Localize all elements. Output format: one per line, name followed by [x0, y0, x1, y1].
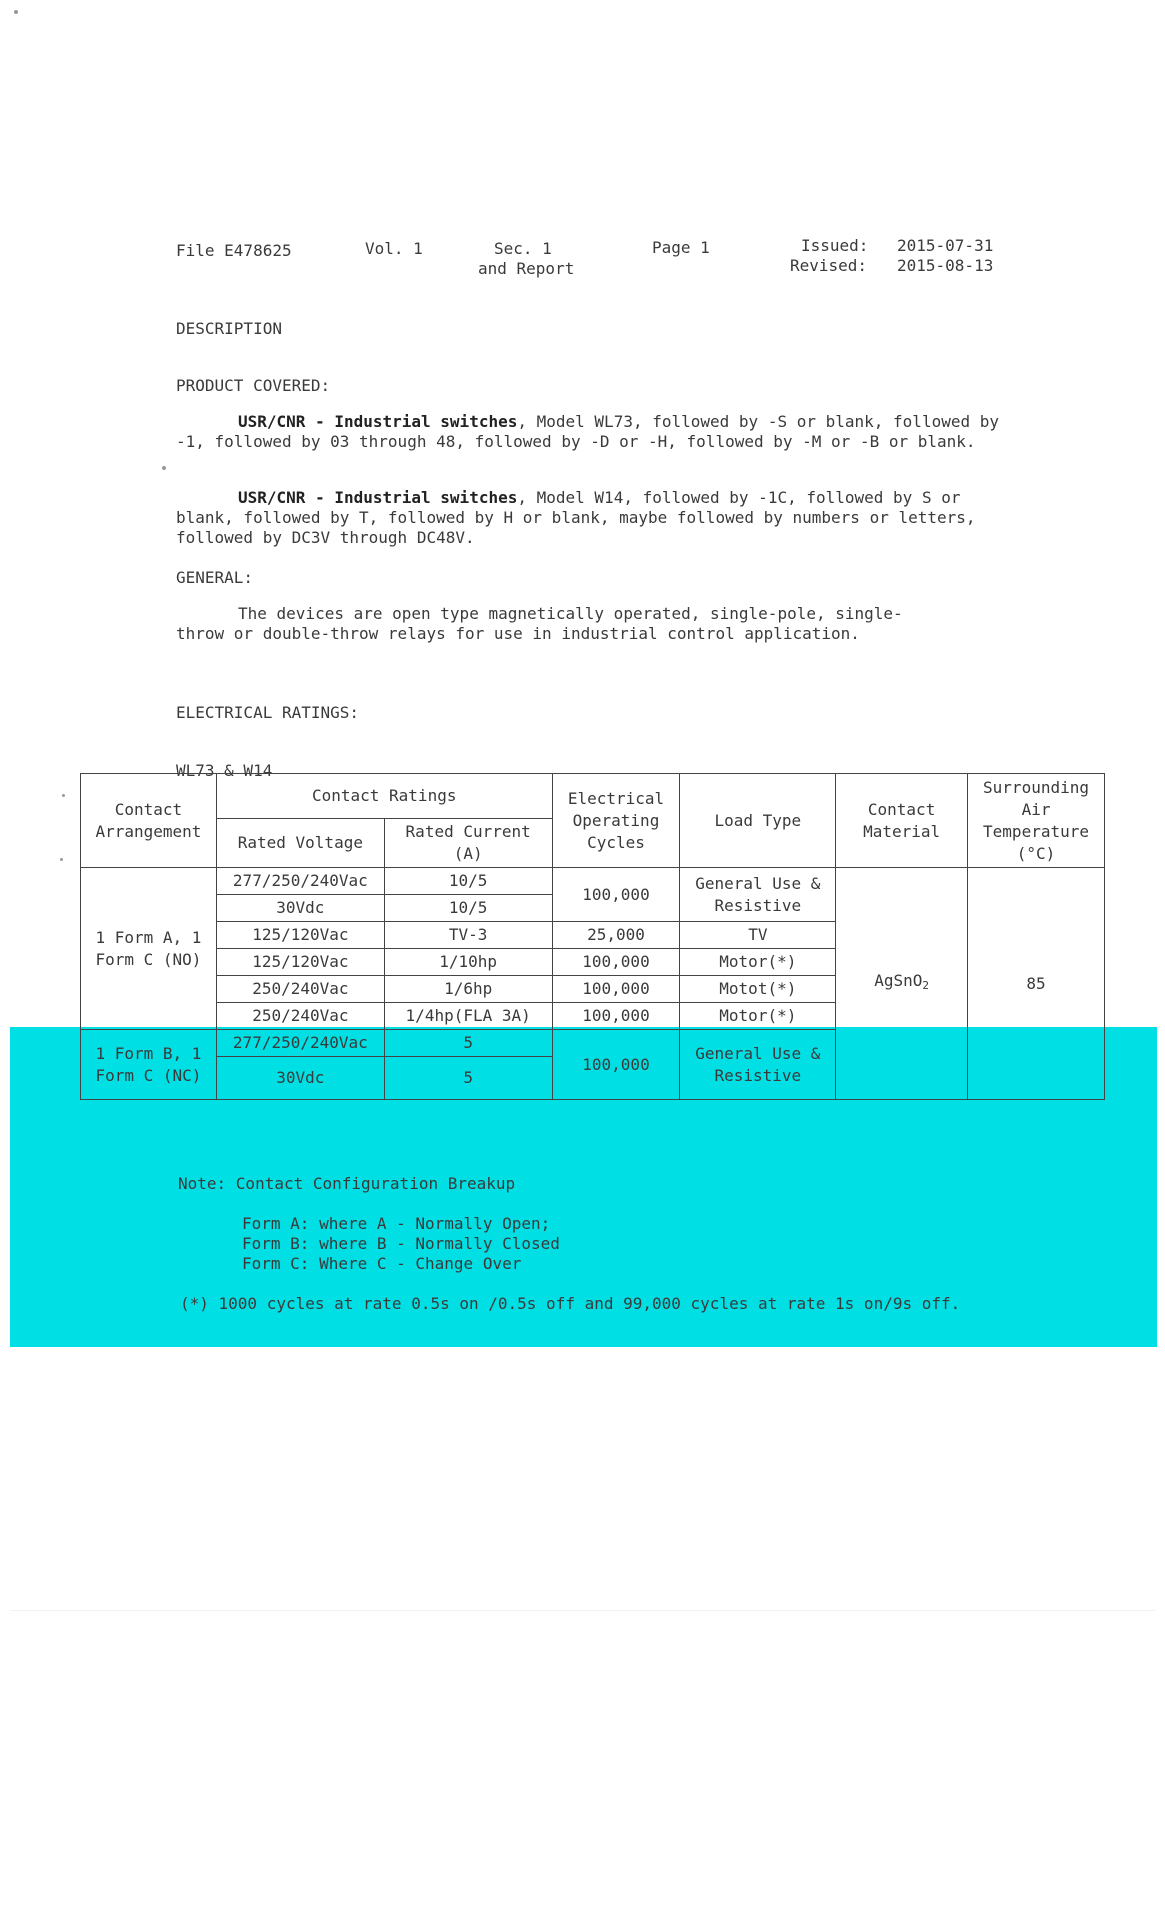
page-number: Page 1 [652, 238, 710, 257]
table-row [81, 868, 1105, 895]
load-type-cell: Motor(*) [680, 949, 836, 976]
cycles-cell: 100,000 [552, 1030, 680, 1100]
rated-voltage-cell: 250/240Vac [216, 976, 384, 1003]
load-type-cell: General Use & Resistive [680, 1030, 836, 1100]
rated-current-cell: 10/5 [384, 895, 552, 922]
rated-current-cell: 1/10hp [384, 949, 552, 976]
cycles-cell: 100,000 [552, 949, 680, 976]
cycles-cell: 25,000 [552, 922, 680, 949]
product-wl73 [176, 412, 1001, 452]
rated-current-cell: 5 [384, 1057, 552, 1100]
load-type-cell: TV [680, 922, 836, 949]
arrangement-group-2: 1 Form B, 1 Form C (NC) [81, 1030, 217, 1100]
product-w14-text: , Model W14, followed by -1C, followed by S or blank, followed by T, followed by H or blank, maybe followed by numbers or letters, followed by DC3V through DC48V. [176, 488, 976, 547]
rated-current-cell: TV-3 [384, 922, 552, 949]
general-text: The devices are open type magnetically operated, single-pole, single-throw or double-throw relays for use in industrial control application. [176, 604, 903, 643]
issued-label: Issued: [801, 236, 869, 255]
rated-voltage-cell: 30Vdc [216, 895, 384, 922]
header-load-type: Load Type [680, 774, 836, 868]
header-contact-ratings: Contact Ratings [216, 774, 552, 819]
section-line2: and Report [478, 259, 575, 278]
product-covered-heading: PRODUCT COVERED: [176, 376, 331, 395]
section-line1: Sec. 1 [494, 239, 552, 258]
cycles-cell: 100,000 [552, 976, 680, 1003]
rated-current-cell: 5 [384, 1030, 552, 1057]
note-footnote: (*) 1000 cycles at rate 0.5s on /0.5s off and 99,000 cycles at rate 1s on/9s off. [180, 1294, 961, 1313]
note-form-c: Form C: Where C - Change Over [242, 1254, 522, 1273]
note-title: Note: Contact Configuration Breakup [178, 1174, 516, 1193]
product-w14-name: USR/CNR - Industrial switches [238, 488, 518, 507]
temperature-cell: 85 [968, 868, 1105, 1100]
rated-voltage-cell: 277/250/240Vac [216, 1030, 384, 1057]
header-rated-voltage: Rated Voltage [216, 819, 384, 868]
product-w14 [176, 488, 1001, 548]
arrangement-group-1: 1 Form A, 1 Form C (NO) [81, 868, 217, 1030]
revised-date: 2015-08-13 [897, 256, 994, 275]
note-form-b: Form B: where B - Normally Closed [242, 1234, 560, 1253]
scan-speck [14, 10, 18, 14]
rated-voltage-cell: 125/120Vac [216, 949, 384, 976]
rated-current-cell: 1/6hp [384, 976, 552, 1003]
rated-voltage-cell: 125/120Vac [216, 922, 384, 949]
scan-speck [162, 466, 166, 470]
cycles-cell: 100,000 [552, 1003, 680, 1030]
rated-voltage-cell: 277/250/240Vac [216, 868, 384, 895]
rated-current-cell: 1/4hp(FLA 3A) [384, 1003, 552, 1030]
header-contact-material: Contact Material [836, 774, 968, 868]
scan-speck [60, 858, 63, 861]
header-operating-cycles: Electrical Operating Cycles [552, 774, 680, 868]
file-number: File E478625 [176, 241, 292, 260]
header-rated-current: Rated Current (A) [384, 819, 552, 868]
contact-material-cell [836, 868, 968, 1100]
revised-label: Revised: [790, 256, 868, 275]
volume: Vol. 1 [365, 239, 423, 258]
load-type-cell: Motot(*) [680, 976, 836, 1003]
rated-voltage-cell: 30Vdc [216, 1057, 384, 1100]
scan-speck [62, 794, 65, 797]
table-caption: WL73 & W14 [176, 761, 273, 780]
rated-current-cell: 10/5 [384, 868, 552, 895]
product-wl73-name: USR/CNR - Industrial switches [238, 412, 518, 431]
rated-voltage-cell: 250/240Vac [216, 1003, 384, 1030]
load-type-cell: General Use & Resistive [680, 868, 836, 922]
header-temperature: Surrounding Air Temperature (°C) [968, 774, 1105, 868]
material-text: AgSnO [874, 971, 923, 990]
material-subscript: 2 [922, 979, 930, 992]
cycles-cell: 100,000 [552, 868, 680, 922]
load-type-cell: Motor(*) [680, 1003, 836, 1030]
general-heading: GENERAL: [176, 568, 254, 587]
description-heading: DESCRIPTION [176, 319, 282, 338]
product-wl73-text: , Model WL73, followed by -S or blank, followed by -1, followed by 03 through 48, followed by -D or -H, followed by -M or -B or blank. [176, 412, 999, 451]
note-form-a: Form A: where A - Normally Open; [242, 1214, 551, 1233]
electrical-ratings-heading: ELECTRICAL RATINGS: [176, 703, 360, 722]
header-contact-arrangement: Contact Arrangement [81, 774, 217, 868]
ratings-table [80, 773, 1105, 1100]
issued-date: 2015-07-31 [897, 236, 994, 255]
